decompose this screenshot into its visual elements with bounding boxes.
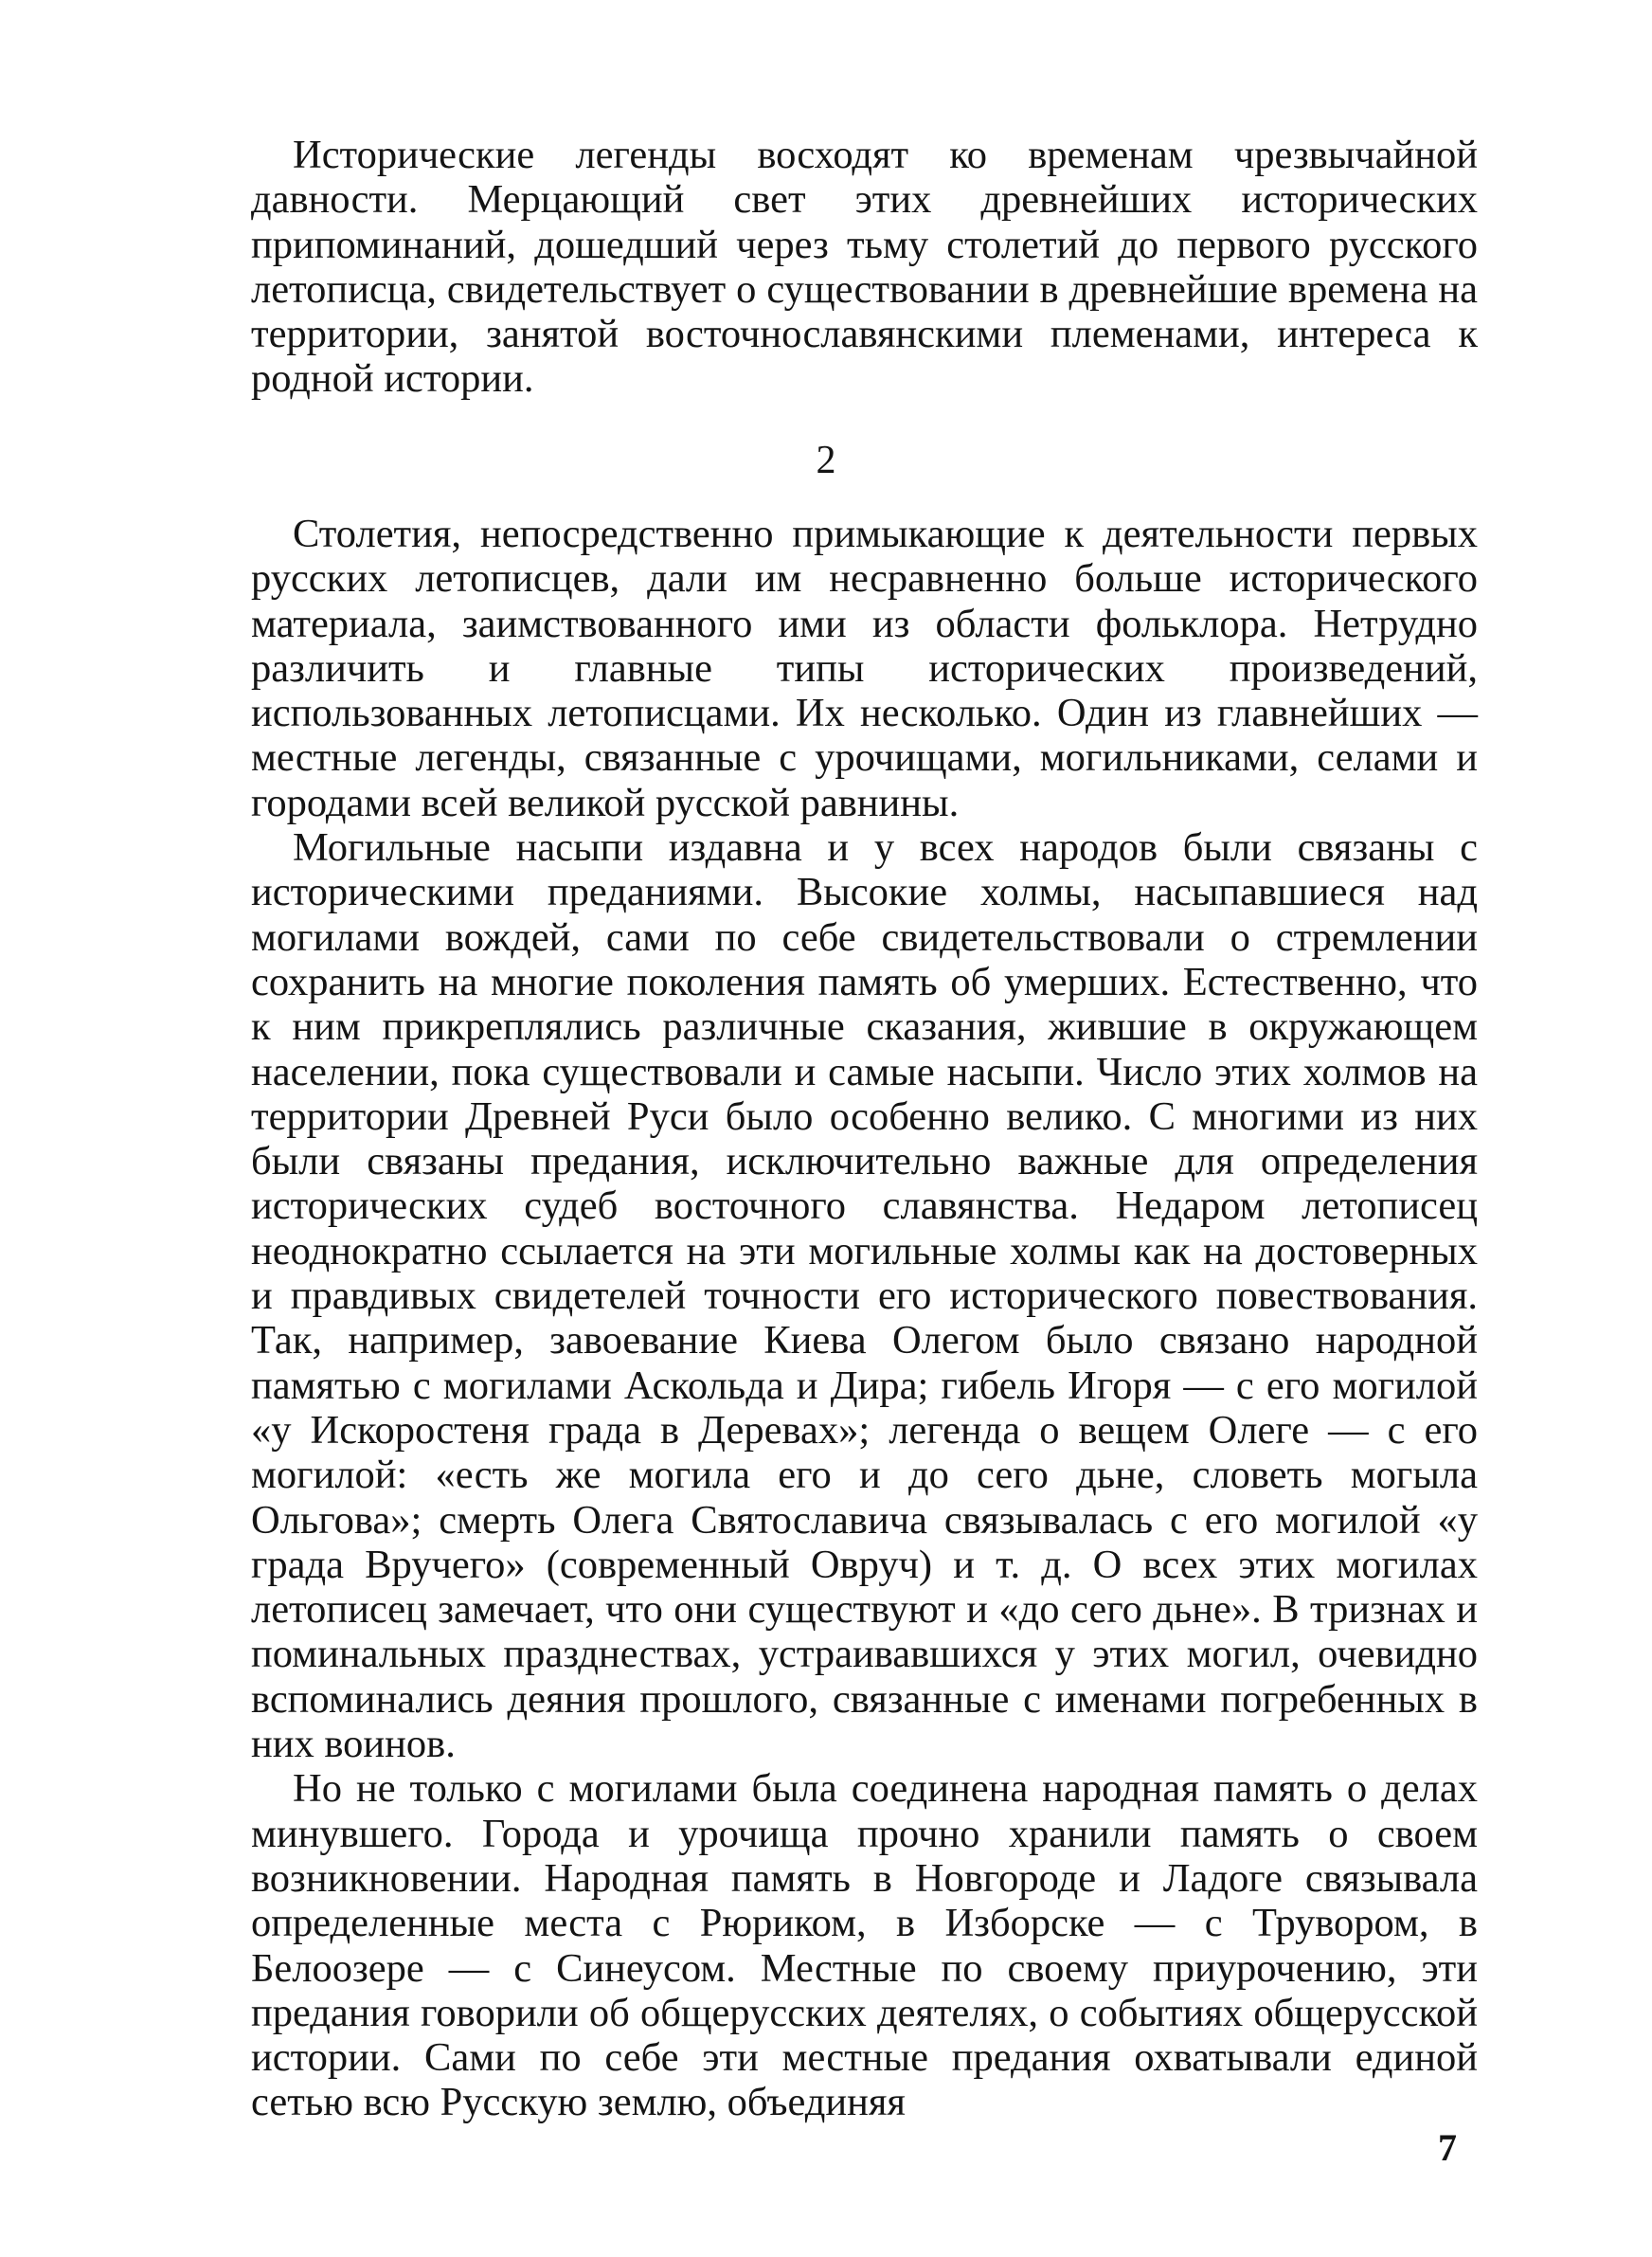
section-2-text-block <box>251 512 1478 2125</box>
intro-text-block <box>251 133 1478 402</box>
paragraph-2: Столетия, непосредственно примыкающие к деятельности первых русских летописцев, дали им несравненно больше исторического материала, заимствованного ими из области фольклора. Нетрудно различить и главные типы исторических произведений, использованных летописцами. Их несколько. Один из главнейших — местные легенды, связанные с урочищами, могильниками, селами и городами всей великой русской равнины. <box>251 512 1478 825</box>
paragraph-1: Исторические легенды восходят ко временам чрезвычайной давности. Мерцающий свет этих древнейших исторических припоминаний, дошедший через тьму столетий до первого русского летописца, свидетельствует о существовании в древнейшие времена на территории, занятой восточнославянскими племенами, интереса к родной истории. <box>251 133 1478 402</box>
page-number: 7 <box>1438 2126 1457 2169</box>
paragraph-4: Но не только с могилами была соединена народная память о делах минувшего. Города и урочища прочно хранили память о своем возникновении. Народная память в Новгороде и Ладоге связывала определенные места с Рюриком, в Изборске — с Трувором, в Белоозере — с Синеусом. Местные по своему приурочению, эти предания говорили об общерусских деятелях, о событиях общерусской истории. Сами по себе эти местные предания охватывали единой сетью всю Русскую землю, объединяя <box>251 1766 1478 2125</box>
section-number: 2 <box>816 439 836 482</box>
paragraph-3: Могильные насыпи издавна и у всех народов были связаны с историческими преданиями. Высокие холмы, насыпавшиеся над могилами вождей, сами по себе свидетельствовали о стремлении сохранить на многие поколения память об умерших. Естественно, что к ним прикреплялись различные сказания, жившие в окружающем населении, пока существовали и самые насыпи. Число этих холмов на территории Древней Руси было особенно велико. С многими из них были связаны предания, исключительно важные для определения исторических судеб восточного славянства. Недаром летописец неоднократно ссылается на эти могильные холмы как на достоверных и правдивых свидетелей точности его исторического повествования. Так, например, завоевание Киева Олегом было связано народной памятью с могилами Аскольда и Дира; гибель Игоря — с его могилой «у Искоростеня града в Деревах»; легенда о вещем Олеге — с его могилой: «есть же могила его и до сего дьне, словеть могыла Ольгова»; смерть Олега Святославича связывалась с его могилой «у града Вручего» (современный Овруч) и т. д. О всех этих могилах летописец замечает, что они существуют и «до сего дьне». В тризнах и поминальных празднествах, устраивавшихся у этих могил, очевидно вспоминались деяния прошлого, связанные с именами погребенных в них воинов. <box>251 825 1478 1767</box>
